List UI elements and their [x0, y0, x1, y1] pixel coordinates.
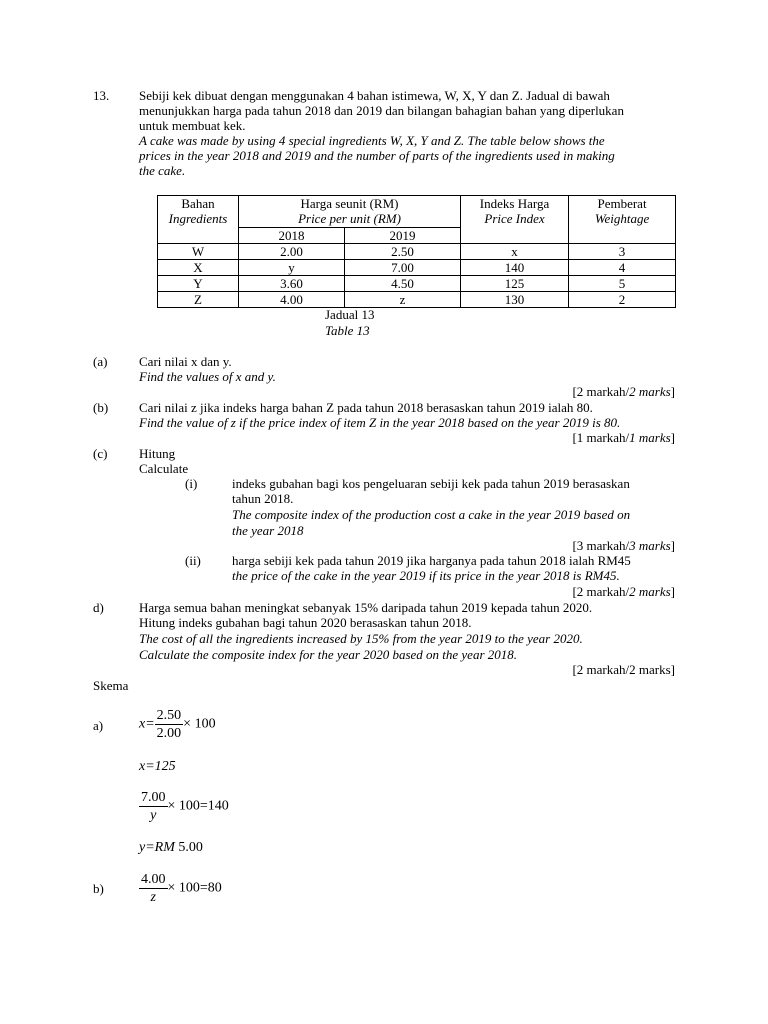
- part-d-malay-line2: Hitung indeks gubahan bagi tahun 2020 berasaskan tahun 2018.: [139, 615, 472, 630]
- part-c-ii-malay: harga sebiji kek pada tahun 2019 jika harganya pada tahun 2018 ialah RM45: [232, 553, 631, 568]
- part-c-i-english-line1: The composite index of the production cost a cake in the year 2019 based on: [232, 507, 631, 522]
- part-c-ii-english: the price of the cake in the year 2019 if its price in the year 2018 is RM45.: [232, 568, 620, 583]
- part-c-ii-marks: [2 markah/2 marks]: [572, 584, 675, 599]
- part-d-english-line2: Calculate the composite index for the year 2020 based on the year 2018.: [139, 647, 518, 662]
- part-b-english: Find the value of z if the price index of item Z in the year 2018 based on the year 2019 is 80.: [139, 415, 621, 430]
- intro-english-line2: prices in the year 2018 and 2019 and the number of parts of the ingredients used in making: [139, 148, 615, 163]
- part-c-label: (c): [93, 446, 108, 461]
- skema-equation-x-fraction: x= $\frac{2.50}{2.00}$ × 100: [139, 708, 216, 741]
- intro-english-line1: A cake was made by using 4 special ingredients W, X, Y and Z. The table below shows the: [139, 133, 605, 148]
- part-c-i-malay-line2: tahun 2018.: [232, 491, 294, 506]
- intro-malay-line2: menunjukkan harga pada tahun 2018 dan 2019 dan bilangan bahagian bahan yang diperlukan: [139, 103, 624, 118]
- part-b-marks: [1 markah/1 marks]: [572, 430, 675, 445]
- intro-english-line3: the cake.: [139, 163, 186, 178]
- part-a-marks: [2 markah/2 marks]: [572, 384, 675, 399]
- header-year-2019: 2019: [345, 228, 461, 244]
- table-caption-malay: Jadual 13: [325, 307, 375, 322]
- skema-equation-z-fraction: $\frac{4.00}{z}$ × 100=80: [141, 872, 222, 905]
- header-weightage: Pemberat Weightage: [569, 196, 676, 244]
- part-b-label: (b): [93, 400, 109, 415]
- table-row: Z 4.00 z 130 2: [158, 292, 676, 308]
- table-row: X y 7.00 140 4: [158, 260, 676, 276]
- header-price-index: Indeks Harga Price Index: [461, 196, 569, 244]
- skema-equation-y-fraction: $\frac{7.00}{y}$ × 100=140: [141, 790, 229, 823]
- part-d-label: d): [93, 600, 104, 615]
- question-number: 13.: [93, 88, 110, 103]
- skema-heading: Skema: [93, 678, 129, 693]
- part-a-english: Find the values of x and y.: [139, 369, 276, 384]
- part-c-i-malay-line1: indeks gubahan bagi kos pengeluaran sebiji kek pada tahun 2019 berasaskan: [232, 476, 630, 491]
- part-c-ii-label: (ii): [185, 553, 201, 568]
- part-c-i-marks: [3 markah/3 marks]: [572, 538, 675, 553]
- ingredients-table: [157, 195, 676, 308]
- part-d-marks: [2 markah/2 marks]: [572, 662, 675, 677]
- part-c-i-label: (i): [185, 476, 198, 491]
- part-b-malay: Cari nilai z jika indeks harga bahan Z pada tahun 2018 berasaskan tahun 2019 ialah 80.: [139, 400, 593, 415]
- skema-equation-y-result: y=RM 5.00: [139, 840, 203, 855]
- part-a-malay: Cari nilai x dan y.: [139, 354, 232, 369]
- header-price-per-unit: Harga seunit (RM) Price per unit (RM): [239, 196, 461, 228]
- header-ingredients: Bahan Ingredients: [158, 196, 239, 244]
- intro-malay-line3: untuk membuat kek.: [139, 118, 246, 133]
- header-year-2018: 2018: [239, 228, 345, 244]
- part-a-label: (a): [93, 354, 108, 369]
- part-d-malay-line1: Harga semua bahan meningkat sebanyak 15% daripada tahun 2019 kepada tahun 2020.: [139, 600, 593, 615]
- skema-a-label: a): [93, 718, 104, 733]
- table-row: W 2.00 2.50 x 3: [158, 244, 676, 260]
- intro-malay-line1: Sebiji kek dibuat dengan menggunakan 4 bahan istimewa, W, X, Y dan Z. Jadual di bawah: [139, 88, 610, 103]
- part-c-english: Calculate: [139, 461, 189, 476]
- part-c-malay: Hitung: [139, 446, 176, 461]
- part-d-english-line1: The cost of all the ingredients increased by 15% from the year 2019 to the year 2020.: [139, 631, 583, 646]
- part-c-i-english-line2: the year 2018: [232, 523, 304, 538]
- table-row: Y 3.60 4.50 125 5: [158, 276, 676, 292]
- table-caption-english: Table 13: [325, 323, 370, 338]
- skema-equation-x-result: x=125: [139, 759, 176, 774]
- skema-b-label: b): [93, 881, 104, 896]
